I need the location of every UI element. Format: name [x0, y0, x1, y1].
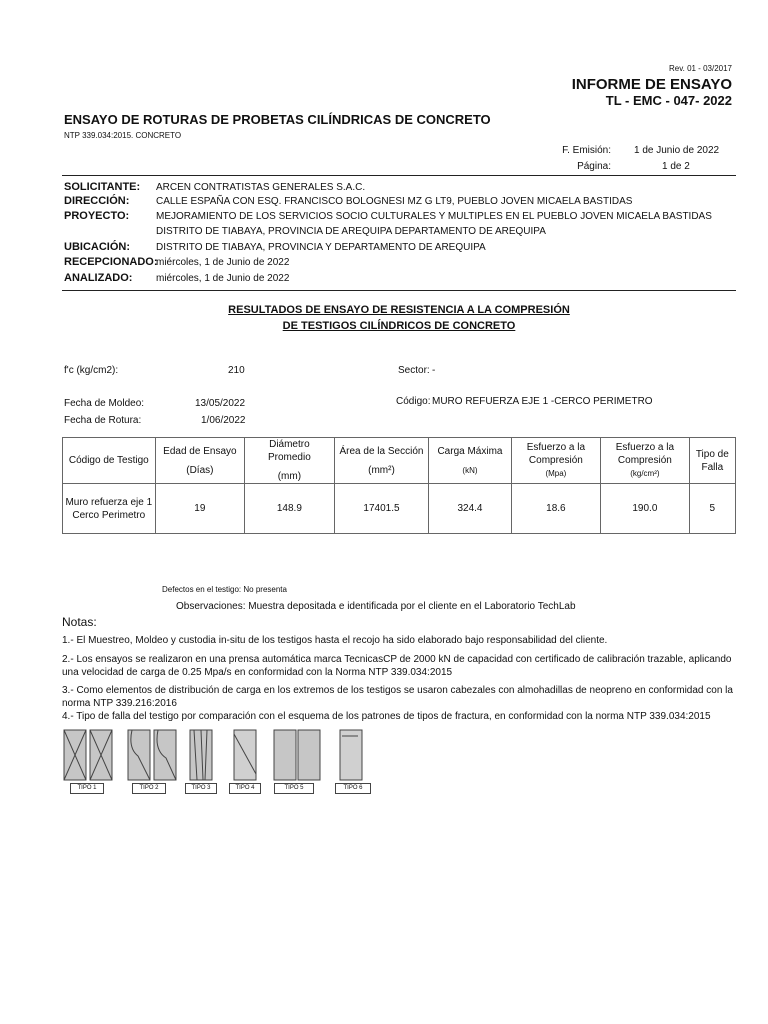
ubicacion-value: DISTRITO DE TIABAYA, PROVINCIA Y DEPARTAMENTO DE AREQUIPA: [156, 242, 486, 253]
proyecto-value-2: DISTRITO DE TIABAYA, PROVINCIA DE AREQUIPA DEPARTAMENTO DE AREQUIPA: [156, 226, 546, 237]
revision-label: Rev. 01 - 03/2017: [668, 64, 732, 73]
sector-label: Sector:: [398, 365, 430, 376]
results-table: [62, 437, 736, 534]
direccion-value: CALLE ESPAÑA CON ESQ. FRANCISCO BOLOGNESI MZ G LT9, PUEBLO JOVEN MICAELA BASTIDAS: [156, 196, 633, 207]
tipo-4-tag: TIPO 4: [229, 783, 261, 794]
analizado-value: miércoles, 1 de Junio de 2022: [156, 273, 290, 284]
doc-code: TL - EMC - 047- 2022: [605, 93, 732, 108]
results-title-1: RESULTADOS DE ENSAYO DE RESISTENCIA A LA COMPRESIÓN: [228, 304, 570, 316]
notes-title: Notas:: [62, 615, 97, 629]
table-row: [63, 484, 736, 534]
header-codigo: Código de Testigo: [63, 438, 156, 484]
norm-reference: NTP 339.034:2015. CONCRETO: [64, 131, 182, 140]
proyecto-value-1: MEJORAMIENTO DE LOS SERVICIOS SOCIO CULTURALES Y MULTIPLES EN EL PUEBLO JOVEN MICAELA BASTIDAS: [156, 211, 712, 222]
recepcionado-value: miércoles, 1 de Junio de 2022: [156, 257, 290, 268]
cell-edad: 19: [155, 484, 245, 534]
moldeo-label: Fecha de Moldeo:: [64, 398, 145, 409]
tipo-6-tag: TIPO 6: [335, 783, 371, 794]
recepcionado-label: RECEPCIONADO:: [64, 256, 158, 268]
header-edad: Edad de Ensayo (Días): [155, 438, 245, 484]
page-title: ENSAYO DE ROTURAS DE PROBETAS CILÍNDRICAS DE CONCRETO: [64, 112, 491, 127]
tipo-1-tag: TIPO 1: [70, 783, 104, 794]
note-4: 4.- Tipo de falla del testigo por comparación con el esquema de los patrones de tipos de fractura, en conformidad con la norma NTP 339.034:2015: [62, 711, 711, 722]
header-diametro: Diámetro Promedio (mm): [245, 438, 335, 484]
tipo-2-tag: TIPO 2: [132, 783, 166, 794]
tipo-3-tag: TIPO 3: [185, 783, 217, 794]
cell-carga: 324.4: [429, 484, 511, 534]
note-2: 2.- Los ensayos se realizaron en una prensa automática marca TecnicasCP de 2000 kN de capacidad con certificado de calibración trazable, aplicando una velocidad de carga de 0.25 Mpa/s en conformidad con la Norma NTP 339.034:2015: [62, 654, 732, 678]
cell-codigo: Muro refuerza eje 1 Cerco Perimetro: [63, 484, 156, 534]
codigo-label: Código:: [396, 396, 431, 407]
cell-tipo-falla: 5: [689, 484, 735, 534]
emision-value: 1 de Junio de 2022: [634, 145, 720, 156]
results-title-2: DE TESTIGOS CILÍNDRICOS DE CONCRETO: [282, 320, 516, 332]
observaciones-text: Observaciones: Muestra depositada e identificada por el cliente en el Laboratorio TechLab: [176, 601, 576, 612]
divider-top: [62, 175, 736, 176]
header-carga: Carga Máxima (kN): [429, 438, 511, 484]
cell-area: 17401.5: [334, 484, 429, 534]
doc-type: INFORME DE ENSAYO: [571, 76, 732, 93]
rotura-label: Fecha de Rotura:: [64, 415, 142, 426]
pagina-label: Página:: [577, 161, 611, 172]
cell-esfuerzo-mpa: 18.6: [511, 484, 601, 534]
header-esfuerzo-kg: Esfuerzo a la Compresión (kg/cm²): [601, 438, 689, 484]
note-1: 1.- El Muestreo, Moldeo y custodia in-situ de los testigos hasta el recojo ha sido elaborado bajo responsabilidad del cliente.: [62, 635, 608, 646]
header-esfuerzo-mpa: Esfuerzo a la Compresión (Mpa): [511, 438, 601, 484]
header-area: Área de la Sección (mm²): [334, 438, 429, 484]
solicitante-value: ARCEN CONTRATISTAS GENERALES S.A.C.: [156, 182, 366, 193]
codigo-value: MURO REFUERZA EJE 1 -CERCO PERIMETRO: [432, 396, 653, 407]
solicitante-label: SOLICITANTE:: [64, 181, 141, 193]
cell-esfuerzo-kg: 190.0: [601, 484, 689, 534]
moldeo-value: 13/05/2022: [195, 398, 246, 409]
defectos-text: Defectos en el testigo: No presenta: [162, 585, 287, 594]
sector-value: -: [432, 365, 436, 376]
header-tipo-falla: Tipo de Falla: [689, 438, 735, 484]
fc-value: 210: [228, 365, 245, 376]
emision-label: F. Emisión:: [562, 145, 611, 156]
note-3: 3.- Como elementos de distribución de carga en los extremos de los testigos se usaron cabezales con almohadillas de neopreno en conformidad con la norma NTP 339.216:2016: [62, 685, 733, 709]
direccion-label: DIRECCIÓN:: [64, 195, 130, 207]
cell-diametro: 148.9: [245, 484, 335, 534]
proyecto-label: PROYECTO:: [64, 210, 130, 222]
pagina-value: 1 de 2: [662, 161, 690, 172]
tipo-5-tag: TIPO 5: [274, 783, 314, 794]
fracture-schematics-icon: [62, 728, 382, 784]
divider-bottom: [62, 290, 736, 291]
rotura-value: 1/06/2022: [201, 415, 246, 426]
fc-label: f'c (kg/cm2):: [64, 365, 119, 376]
analizado-label: ANALIZADO:: [64, 272, 133, 284]
ubicacion-label: UBICACIÓN:: [64, 241, 130, 253]
table-header-row: [63, 438, 736, 484]
